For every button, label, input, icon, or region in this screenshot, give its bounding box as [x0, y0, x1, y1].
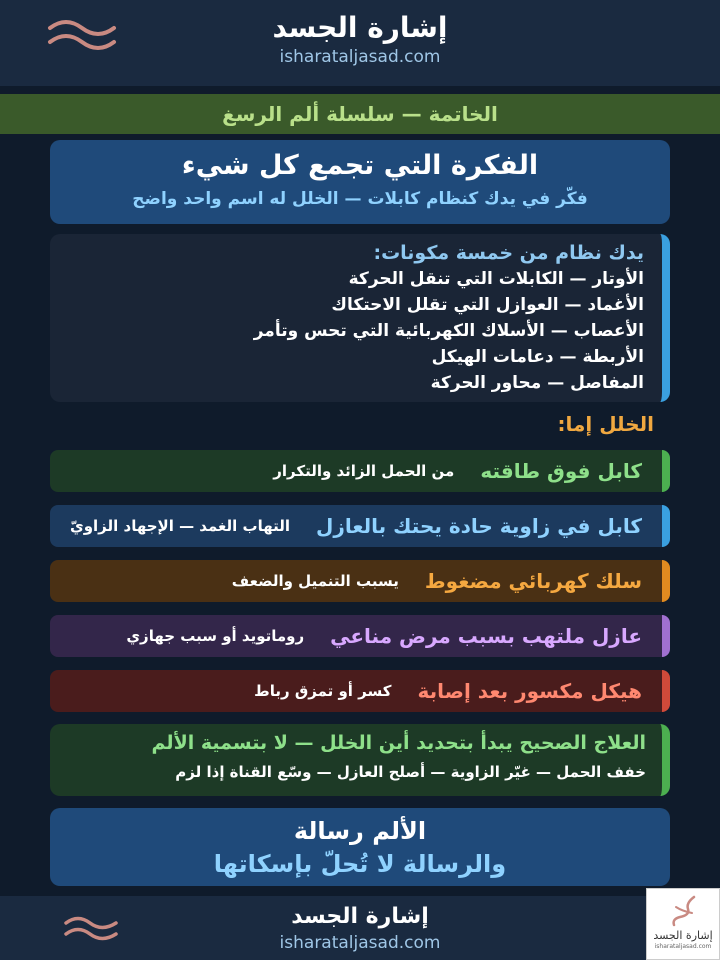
fault-detail: كسر أو تمزق رباط	[254, 682, 392, 700]
fault-card	[50, 670, 670, 712]
components-card	[50, 234, 670, 402]
watermark-name: إشارة الجسد	[653, 929, 713, 942]
watermark-url: isharataljasad.com	[654, 943, 712, 950]
fault-detail: التهاب الغمد — الإجهاد الزاويّ	[69, 517, 290, 535]
fault-detail: روماتويد أو سبب جهازي	[126, 627, 305, 645]
watermark-glyph-icon	[664, 893, 704, 929]
treatment-text: خفف الحمل — غيّر الزاوية — أصلح العازل — وسّع القناة إذا لزم	[175, 763, 646, 781]
footer-url: isharataljasad.com	[279, 933, 441, 953]
component-line: الأوتار — الكابلات التي تنقل الحركة	[348, 269, 644, 289]
brand-title: إشارة الجسد	[272, 11, 448, 44]
fault-main: عازل ملتهب بسبب مرض مناعي	[330, 624, 642, 648]
idea-subtitle: فكّر في يدك كنظام كابلات — الخلل له اسم واحد واضح	[132, 189, 588, 209]
brand-url: isharataljasad.com	[279, 47, 441, 67]
wave-logo-icon	[62, 912, 122, 944]
fault-heading: الخلل إما:	[557, 412, 654, 436]
fault-card	[50, 615, 670, 657]
component-line: الأغماد — العوازل التي تقلل الاحتكاك	[331, 295, 644, 315]
fault-card	[50, 505, 670, 547]
pain-line-2: والرسالة لا تُحلّ بإسكاتها	[213, 850, 507, 878]
treatment-card	[50, 724, 670, 796]
fault-card	[50, 450, 670, 492]
pain-message-card	[50, 808, 670, 886]
components-heading: يدك نظام من خمسة مكونات:	[373, 242, 644, 264]
component-line: الأعصاب — الأسلاك الكهربائية التي تحس وتأمر	[253, 321, 644, 341]
wave-logo-icon	[46, 14, 120, 54]
fault-detail: من الحمل الزائد والتكرار	[273, 462, 455, 480]
fault-main: كابل في زاوية حادة يحتك بالعازل	[316, 514, 642, 538]
fault-main: هيكل مكسور بعد إصابة	[417, 679, 642, 703]
watermark-logo	[646, 888, 720, 960]
fault-main: سلك كهربائي مضغوط	[424, 569, 642, 593]
footer-title: إشارة الجسد	[291, 904, 429, 929]
fault-detail: يسبب التنميل والضعف	[231, 572, 399, 590]
component-line: المفاصل — محاور الحركة	[430, 373, 644, 393]
idea-card	[50, 140, 670, 224]
fault-main: كابل فوق طاقته	[480, 459, 642, 483]
idea-title: الفكرة التي تجمع كل شيء	[181, 150, 539, 181]
component-line: الأربطة — دعامات الهيكل	[431, 347, 644, 367]
pain-line-1: الألم رسالة	[293, 817, 427, 845]
fault-card	[50, 560, 670, 602]
treatment-title: العلاج الصحيح يبدأ بتحديد أين الخلل — لا بتسمية الألم	[151, 732, 646, 754]
section-title: الخاتمة — سلسلة ألم الرسغ	[0, 94, 720, 134]
